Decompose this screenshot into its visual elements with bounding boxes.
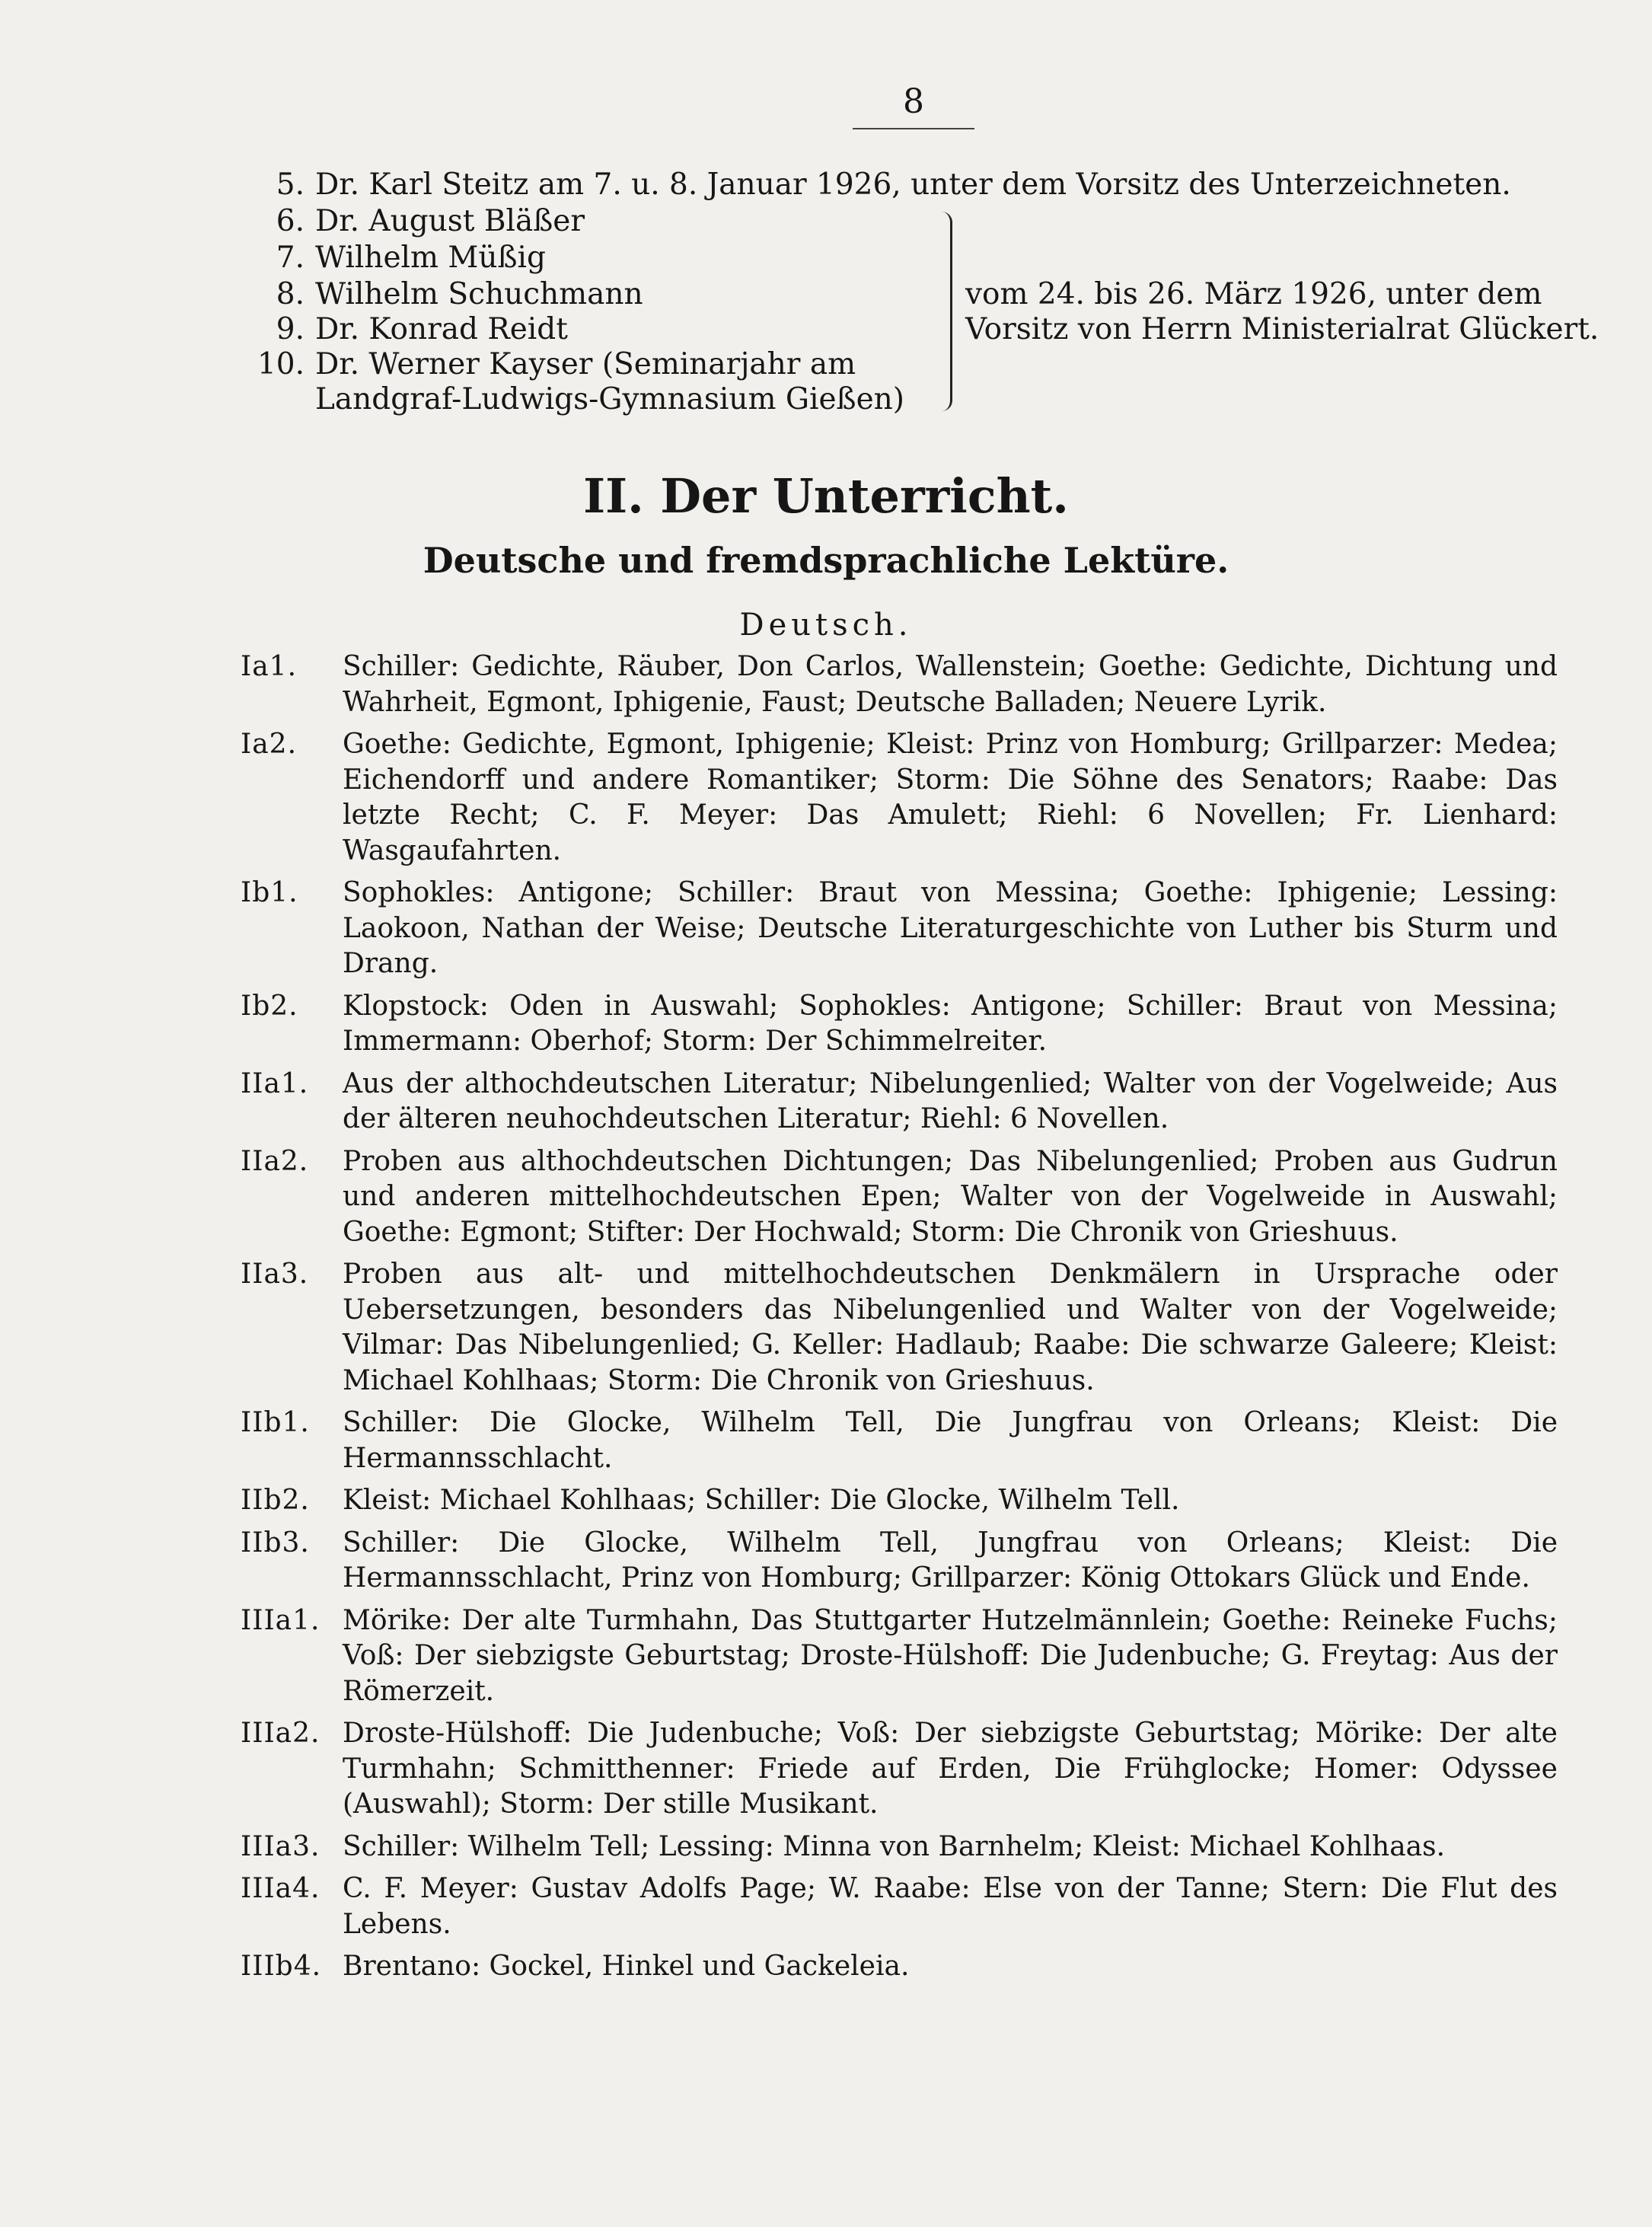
reading-list xyxy=(242,649,1558,1992)
class-label: Ia1. xyxy=(241,651,298,682)
list-item xyxy=(242,1830,1558,1865)
staff-number: 10. xyxy=(257,347,305,381)
staff-name: Dr. Konrad Reidt xyxy=(315,312,568,346)
list-item xyxy=(242,1871,1558,1942)
staff-number: 9. xyxy=(276,312,305,346)
staff-name: Dr. August Bläßer xyxy=(315,204,585,238)
staff-number: 5. xyxy=(276,168,305,202)
section-title: II. Der Unterricht. xyxy=(583,468,1069,524)
reading-text: Kleist: Michael Kohlhaas; Schiller: Die Glocke, Wilhelm Tell. xyxy=(343,1485,1180,1516)
class-label: Ib1. xyxy=(241,877,298,908)
reading-text: C. F. Meyer: Gustav Adolfs Page; W. Raabe: Else von der Tanne; Stern: Die Flut des Lebens. xyxy=(343,1873,1558,1940)
reading-text: Goethe: Gedichte, Egmont, Iphigenie; Kleist: Prinz von Homburg; Grillparzer: Medea; Eichendorff und andere Romantiker; Storm: Die Söhne des Senators; Raabe: Das letzte Recht; C. F. Meyer: Das Amulett; Riehl: 6 Novellen; Fr. Lienhard: Wasgaufahrten. xyxy=(343,729,1558,866)
list-item xyxy=(242,1405,1558,1476)
list-item xyxy=(242,727,1558,869)
list-item xyxy=(242,1144,1558,1251)
class-label: IIa2. xyxy=(241,1145,309,1177)
list-item xyxy=(242,1526,1558,1597)
staff-line xyxy=(251,382,904,417)
reading-text: Droste-Hülshoff: Die Judenbuche; Voß: Der siebzigste Geburtstag; Mörike: Der alte Turmhahn; Schmitthenner: Friede auf Erden, Die Frühglocke; Homer: Odyssee (Auswahl); Storm: Der stille Musikant. xyxy=(343,1718,1558,1820)
staff-name: Wilhelm Müßig xyxy=(315,241,546,275)
class-label: Ia2. xyxy=(241,729,298,760)
staff-line xyxy=(251,312,568,347)
reading-text: Proben aus althochdeutschen Dichtungen; Das Nibelungenlied; Proben aus Gudrun und anderen mittelhochdeutschen Epen; Walter von der Vogelweide in Auswahl; Goethe: Egmont; Stifter: Der Hochwald; Storm: Die Chronik von Grieshuus. xyxy=(343,1145,1558,1248)
list-item xyxy=(242,1483,1558,1519)
list-item xyxy=(242,989,1558,1060)
list-item xyxy=(242,1257,1558,1399)
staff-name: Landgraf-Ludwigs-Gymnasium Gießen) xyxy=(315,382,905,416)
reading-text: Klopstock: Oden in Auswahl; Sophokles: Antigone; Schiller: Braut von Messina; Immermann: Oberhof; Storm: Der Schimmelreiter. xyxy=(343,990,1558,1057)
grouping-brace xyxy=(936,212,952,411)
reading-text: Mörike: Der alte Turmhahn, Das Stuttgarter Hutzelmännlein; Goethe: Reineke Fuchs; Voß: Der siebzigste Geburtstag; Droste-Hülshoff: Die Judenbuche; G. Freytag: Aus der Römerzeit. xyxy=(343,1604,1558,1707)
reading-text: Proben aus alt- und mittelhochdeutschen Denkmälern in Ursprache oder Uebersetzungen, besonders das Nibelungenlied und Walter von der Vogelweide; Vilmar: Das Nibelungenlied; G. Keller: Hadlaub; Raabe: Die schwarze Galeere; Kleist: Michael Kohlhaas; Storm: Die Chronik von Grieshuus. xyxy=(343,1259,1558,1396)
subsection-title: Deutsche und fremdsprachliche Lektüre. xyxy=(423,540,1229,581)
class-label: IIIa2. xyxy=(241,1718,321,1749)
class-label: IIIa1. xyxy=(241,1604,321,1636)
reading-text: Schiller: Die Glocke, Wilhelm Tell, Die Jungfrau von Orleans; Kleist: Die Hermannsschlacht. xyxy=(343,1407,1558,1474)
staff-number: 7. xyxy=(276,241,305,275)
class-label: IIa1. xyxy=(241,1067,309,1099)
reading-text: Schiller: Gedichte, Räuber, Don Carlos, Wallenstein; Goethe: Gedichte, Dichtung und Wahrheit, Egmont, Iphigenie, Faust; Deutsche Balladen; Neuere Lyrik. xyxy=(343,651,1558,718)
reading-text: Schiller: Wilhelm Tell; Lessing: Minna von Barnhelm; Kleist: Michael Kohlhaas. xyxy=(343,1830,1446,1862)
class-label: IIb3. xyxy=(241,1527,310,1559)
class-label: IIa3. xyxy=(241,1259,309,1290)
staff-line xyxy=(251,277,643,312)
language-title: Deutsch. xyxy=(739,608,913,643)
staff-line xyxy=(251,241,546,276)
list-item xyxy=(242,876,1558,982)
reading-text: Schiller: Die Glocke, Wilhelm Tell, Jungfrau von Orleans; Kleist: Die Hermannsschlacht, Prinz von Homburg; Grillparzer: König Ottokars Glück und Ende. xyxy=(343,1527,1558,1594)
class-label: IIb1. xyxy=(241,1407,310,1438)
class-label: Ib2. xyxy=(241,990,298,1022)
list-item xyxy=(242,1949,1558,1985)
page-number-rule xyxy=(853,128,974,129)
staff-number: 6. xyxy=(276,204,305,238)
brace-note-line: vom 24. bis 26. März 1926, unter dem xyxy=(965,277,1542,311)
list-item xyxy=(242,1603,1558,1710)
class-label: IIIb4. xyxy=(241,1951,322,1982)
reading-text: Sophokles: Antigone; Schiller: Braut von Messina; Goethe: Iphigenie; Lessing: Laokoon, Nathan der Weise; Deutsche Literaturgeschichte von Luther bis Sturm und Drang. xyxy=(343,877,1558,979)
class-label: IIIa3. xyxy=(241,1830,321,1862)
staff-line xyxy=(251,168,1511,203)
staff-name: Dr. Karl Steitz am 7. u. 8. Januar 1926, unter dem Vorsitz des Unterzeichneten. xyxy=(315,168,1511,202)
staff-name: Wilhelm Schuchmann xyxy=(315,277,643,311)
staff-line xyxy=(251,204,585,239)
staff-number: 8. xyxy=(276,277,305,311)
reading-text: Brentano: Gockel, Hinkel und Gackeleia. xyxy=(343,1951,910,1982)
class-label: IIIa4. xyxy=(241,1873,321,1904)
reading-text: Aus der althochdeutschen Literatur; Nibelungenlied; Walter von der Vogelweide; Aus der älteren neuhochdeutschen Literatur; Riehl: 6 Novellen. xyxy=(343,1067,1558,1134)
list-item xyxy=(242,1067,1558,1137)
list-item xyxy=(242,1716,1558,1823)
brace-note-line: Vorsitz von Herrn Ministerialrat Glückert. xyxy=(965,312,1599,346)
class-label: IIb2. xyxy=(241,1485,310,1516)
staff-line xyxy=(251,347,856,382)
staff-name: Dr. Werner Kayser (Seminarjahr am xyxy=(315,347,856,381)
page-number: 8 xyxy=(903,82,924,121)
list-item xyxy=(242,649,1558,720)
